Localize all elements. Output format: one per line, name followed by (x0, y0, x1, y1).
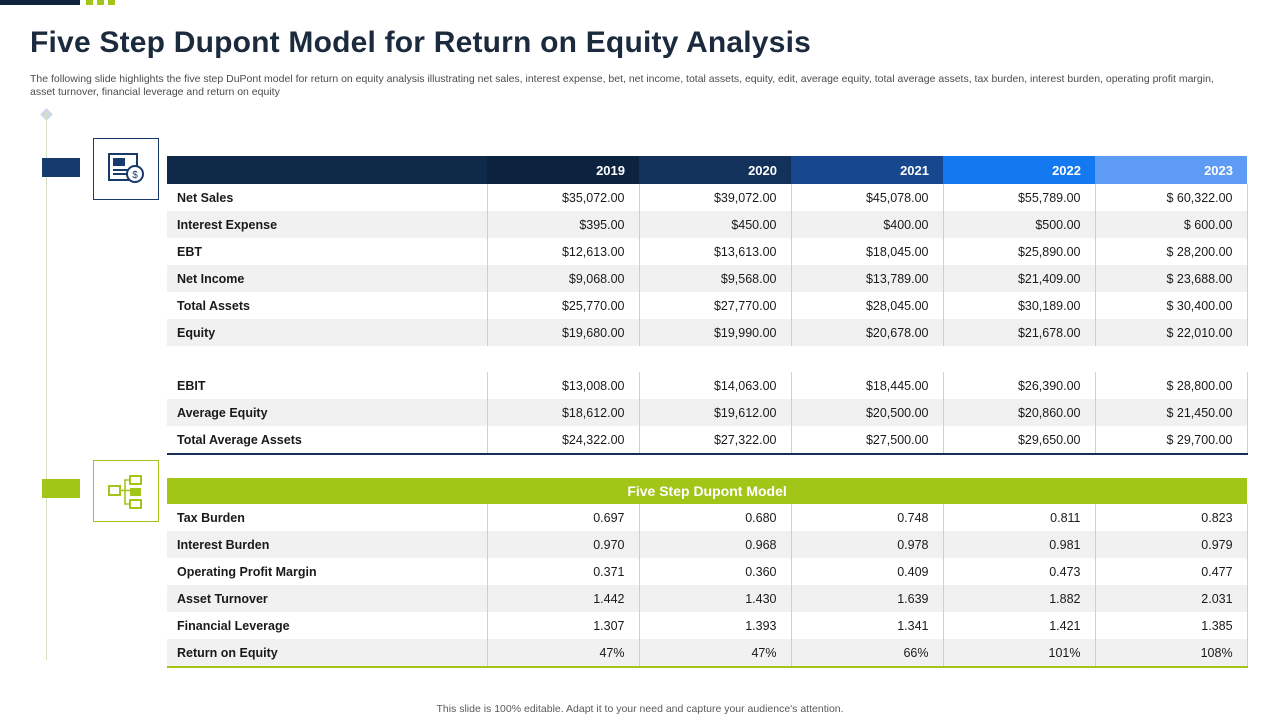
cell-2022: $30,189.00 (943, 292, 1095, 319)
row-label: Return on Equity (167, 639, 487, 667)
cell-2023: $ 21,450.00 (1095, 399, 1247, 426)
cell-2021: $27,500.00 (791, 426, 943, 454)
table-row (167, 531, 1247, 558)
table-row (167, 585, 1247, 612)
cell-2023: $ 28,200.00 (1095, 238, 1247, 265)
row-label: Financial Leverage (167, 612, 487, 639)
table-row (167, 399, 1247, 426)
cell-2023: $ 60,322.00 (1095, 184, 1247, 211)
rail-tab-blue (42, 158, 80, 177)
cell-2022: 1.421 (943, 612, 1095, 639)
cell-2023: $ 30,400.00 (1095, 292, 1247, 319)
svg-text:$: $ (132, 170, 138, 181)
cell-2020: $14,063.00 (639, 372, 791, 399)
table-row (167, 238, 1247, 265)
cell-2019: $13,008.00 (487, 372, 639, 399)
row-label: Net Income (167, 265, 487, 292)
cell-2020: 1.393 (639, 612, 791, 639)
cell-2020: $9,568.00 (639, 265, 791, 292)
cell-2023: $ 29,700.00 (1095, 426, 1247, 454)
cell-2022: $20,860.00 (943, 399, 1095, 426)
table-row (167, 265, 1247, 292)
dot-1 (86, 0, 93, 5)
column-header-2021: 2021 (791, 156, 943, 184)
row-label: Net Sales (167, 184, 487, 211)
footer-note: This slide is 100% editable. Adapt it to your need and capture your audience's attention. (436, 703, 844, 715)
cell-2019: 0.371 (487, 558, 639, 585)
cell-2020: $19,612.00 (639, 399, 791, 426)
cell-2021: 66% (791, 639, 943, 667)
hierarchy-structure-icon (93, 460, 159, 522)
spacer-cell (943, 346, 1095, 372)
spacer-cell (639, 346, 791, 372)
column-header-2019: 2019 (487, 156, 639, 184)
page-subtitle: The following slide highlights the five step DuPont model for return on equity analysis illustrating net sales, interest expense, bet, net income, total assets, equity, edit, average equity, total average assets, tax burden, interest burden, operating profit margin, asset turnover, financial leverage and return on equity (30, 73, 1214, 98)
table-row (167, 558, 1247, 585)
cell-2021: $28,045.00 (791, 292, 943, 319)
cell-2023: $ 28,800.00 (1095, 372, 1247, 399)
cell-2019: $12,613.00 (487, 238, 639, 265)
cell-2020: 47% (639, 639, 791, 667)
cell-2022: $21,678.00 (943, 319, 1095, 346)
dot-2 (97, 0, 104, 5)
cell-2020: $13,613.00 (639, 238, 791, 265)
cell-2020: $27,322.00 (639, 426, 791, 454)
table-row (167, 184, 1247, 211)
cell-2021: $400.00 (791, 211, 943, 238)
table-row (167, 426, 1247, 454)
cell-2021: $45,078.00 (791, 184, 943, 211)
cell-2021: 1.341 (791, 612, 943, 639)
table-row (167, 372, 1247, 399)
row-label: Average Equity (167, 399, 487, 426)
table-row (167, 211, 1247, 238)
cell-2023: 2.031 (1095, 585, 1247, 612)
cell-2022: $55,789.00 (943, 184, 1095, 211)
cell-2019: $24,322.00 (487, 426, 639, 454)
table-row (167, 504, 1247, 531)
cell-2019: 47% (487, 639, 639, 667)
row-label: EBT (167, 238, 487, 265)
top-accent-bar (0, 0, 80, 5)
cell-2020: 0.680 (639, 504, 791, 531)
cell-2020: $450.00 (639, 211, 791, 238)
spacer-cell (167, 346, 487, 372)
cell-2021: $20,500.00 (791, 399, 943, 426)
cell-2022: 0.811 (943, 504, 1095, 531)
cell-2022: $21,409.00 (943, 265, 1095, 292)
cell-2022: $26,390.00 (943, 372, 1095, 399)
spacer-cell (1095, 346, 1247, 372)
page-title: Five Step Dupont Model for Return on Equity Analysis (30, 26, 811, 59)
rail-tab-green (42, 479, 80, 498)
cell-2023: $ 22,010.00 (1095, 319, 1247, 346)
cell-2019: $25,770.00 (487, 292, 639, 319)
cell-2019: 1.442 (487, 585, 639, 612)
row-label: Equity (167, 319, 487, 346)
cell-2023: 108% (1095, 639, 1247, 667)
spacer-cell (791, 346, 943, 372)
table-row (167, 319, 1247, 346)
row-label: Total Average Assets (167, 426, 487, 454)
cell-2020: 0.968 (639, 531, 791, 558)
cell-2020: 0.360 (639, 558, 791, 585)
table-row (167, 292, 1247, 319)
column-header-2022: 2022 (943, 156, 1095, 184)
cell-2023: 1.385 (1095, 612, 1247, 639)
table-row (167, 639, 1247, 667)
dot-3 (108, 0, 115, 5)
cell-2021: $20,678.00 (791, 319, 943, 346)
row-label: Interest Burden (167, 531, 487, 558)
cell-2023: $ 600.00 (1095, 211, 1247, 238)
cell-2019: 0.970 (487, 531, 639, 558)
cell-2022: $500.00 (943, 211, 1095, 238)
cell-2019: 0.697 (487, 504, 639, 531)
cell-2021: $13,789.00 (791, 265, 943, 292)
column-header-2020: 2020 (639, 156, 791, 184)
cell-2019: $35,072.00 (487, 184, 639, 211)
cell-2019: $19,680.00 (487, 319, 639, 346)
cell-2021: $18,445.00 (791, 372, 943, 399)
row-label: Total Assets (167, 292, 487, 319)
cell-2022: 0.473 (943, 558, 1095, 585)
cell-2020: $27,770.00 (639, 292, 791, 319)
financials-table (167, 156, 1248, 455)
cell-2019: $395.00 (487, 211, 639, 238)
table-row (167, 612, 1247, 639)
cell-2021: $18,045.00 (791, 238, 943, 265)
cell-2023: 0.477 (1095, 558, 1247, 585)
row-label: Operating Profit Margin (167, 558, 487, 585)
cell-2021: 0.978 (791, 531, 943, 558)
cell-2021: 0.409 (791, 558, 943, 585)
column-header-blank (167, 156, 487, 184)
dupont-model-table (167, 478, 1248, 668)
row-label: EBIT (167, 372, 487, 399)
table-spacer-row (167, 346, 1247, 372)
dupont-banner-row (167, 478, 1247, 504)
spacer-cell (487, 346, 639, 372)
cell-2023: 0.823 (1095, 504, 1247, 531)
cell-2023: $ 23,688.00 (1095, 265, 1247, 292)
row-label: Tax Burden (167, 504, 487, 531)
dupont-banner-label: Five Step Dupont Model (167, 478, 1247, 504)
cell-2020: 1.430 (639, 585, 791, 612)
cell-2020: $39,072.00 (639, 184, 791, 211)
table-header-row (167, 156, 1247, 184)
cell-2019: $9,068.00 (487, 265, 639, 292)
cell-2022: 0.981 (943, 531, 1095, 558)
cell-2022: $29,650.00 (943, 426, 1095, 454)
cell-2022: 101% (943, 639, 1095, 667)
cell-2022: $25,890.00 (943, 238, 1095, 265)
financial-report-icon (93, 138, 159, 200)
cell-2022: 1.882 (943, 585, 1095, 612)
top-dots-decoration (86, 0, 115, 5)
cell-2019: 1.307 (487, 612, 639, 639)
cell-2019: $18,612.00 (487, 399, 639, 426)
cell-2021: 1.639 (791, 585, 943, 612)
row-label: Asset Turnover (167, 585, 487, 612)
row-label: Interest Expense (167, 211, 487, 238)
column-header-2023: 2023 (1095, 156, 1247, 184)
rail-vertical-line (46, 112, 47, 660)
cell-2020: $19,990.00 (639, 319, 791, 346)
cell-2021: 0.748 (791, 504, 943, 531)
cell-2023: 0.979 (1095, 531, 1247, 558)
